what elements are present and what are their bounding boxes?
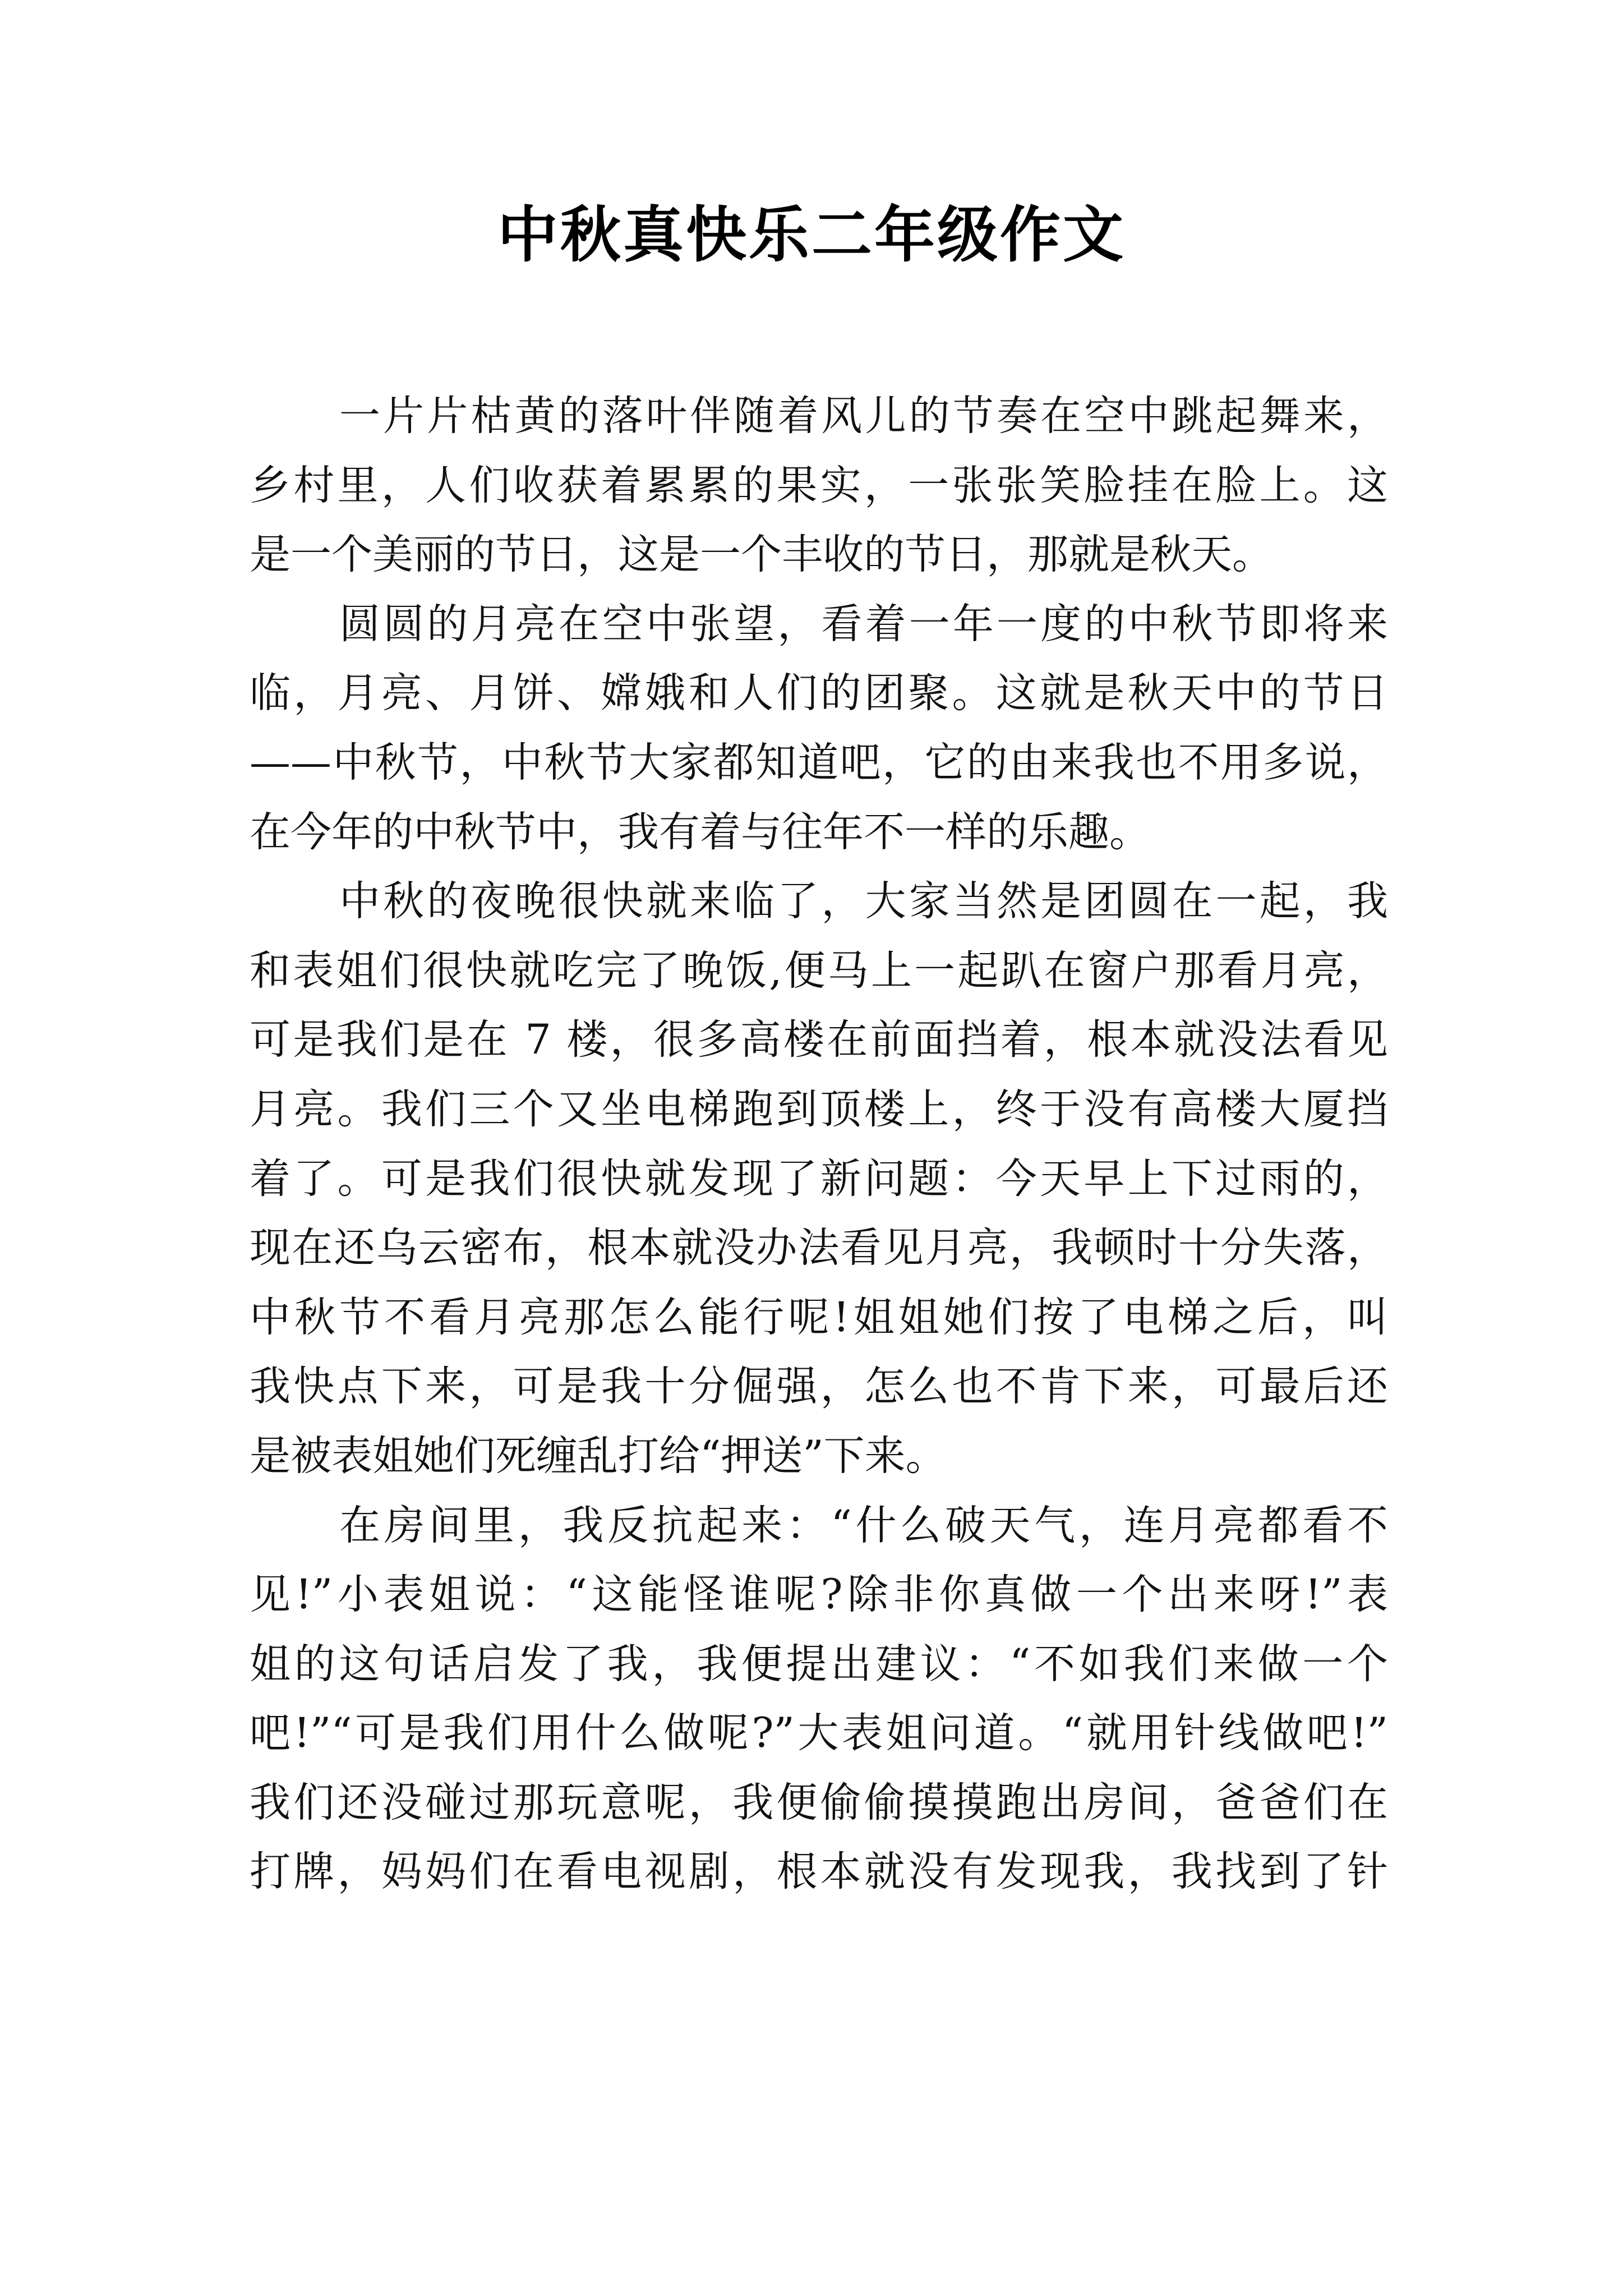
text-line: 现在还乌云密布，根本就没办法看见月亮，我顿时十分失落， — [250, 1224, 1388, 1272]
text-line: 是一个美丽的节日，这是一个丰收的节日，那就是秋天。 — [250, 531, 1273, 579]
paragraph-1 — [250, 381, 1388, 590]
text-line: 见!”小表姐说：“这能怪谁呢?除非你真做一个出来呀!”表 — [250, 1571, 1388, 1619]
text-line: 一片片枯黄的落叶伴随着风儿的节奏在空中跳起舞来， — [339, 392, 1388, 440]
text-line: 着了。可是我们很快就发现了新问题：今天早上下过雨的， — [250, 1154, 1388, 1203]
text-line: 在房间里，我反抗起来：“什么破天气，连月亮都看不 — [339, 1501, 1388, 1549]
text-line: 和表姐们很快就吃完了晚饭,便马上一起趴在窗户那看月亮， — [250, 946, 1388, 995]
text-line: 姐的这句话启发了我，我便提出建议：“不如我们来做一个 — [250, 1640, 1388, 1688]
paragraph-4 — [250, 1491, 1388, 1907]
text-line: 是被表姐她们死缠乱打给“押送”下来。 — [250, 1432, 947, 1480]
text-line: ——中秋节，中秋节大家都知道吧，它的由来我也不用多说， — [250, 738, 1388, 786]
text-line: 乡村里，人们收获着累累的果实，一张张笑脸挂在脸上。这 — [250, 461, 1388, 509]
document-body — [250, 381, 1388, 1907]
text-line: 中秋的夜晚很快就来临了，大家当然是团圆在一起，我 — [339, 877, 1388, 926]
document-title: 中秋真快乐二年级作文 — [497, 200, 1126, 270]
text-line: 我们还没碰过那玩意呢，我便偷偷摸摸跑出房间，爸爸们在 — [250, 1778, 1388, 1826]
text-line: 打牌，妈妈们在看电视剧，根本就没有发现我，我找到了针 — [250, 1848, 1388, 1896]
text-line: 圆圆的月亮在空中张望，看着一年一度的中秋节即将来 — [339, 600, 1388, 648]
text-line: 可是我们是在 7 楼，很多高楼在前面挡着，根本就没法看见 — [250, 1016, 1388, 1064]
text-line: 吧!”“可是我们用什么做呢?”大表姐问道。“就用针线做吧!” — [250, 1709, 1388, 1757]
text-line: 中秋节不看月亮那怎么能行呢!姐姐她们按了电梯之后，叫 — [250, 1293, 1388, 1341]
paragraph-3 — [250, 867, 1388, 1490]
text-line: 临，月亮、月饼、嫦娥和人们的团聚。这就是秋天中的节日 — [250, 669, 1388, 717]
text-line: 月亮。我们三个又坐电梯跑到顶楼上，终于没有高楼大厦挡 — [250, 1085, 1388, 1133]
text-line: 在今年的中秋节中，我有着与往年不一样的乐趣。 — [250, 808, 1150, 856]
text-line: 我快点下来，可是我十分倔强，怎么也不肯下来，可最后还 — [250, 1363, 1388, 1411]
paragraph-2 — [250, 590, 1388, 867]
